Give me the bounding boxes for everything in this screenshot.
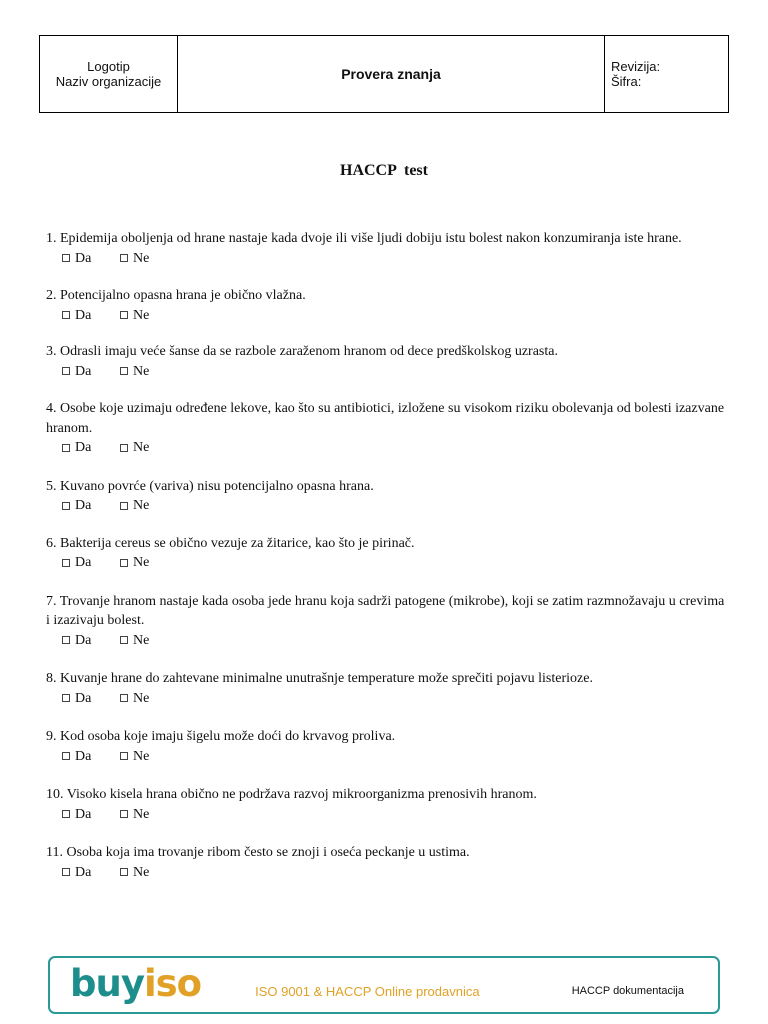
answer-label: Da xyxy=(75,440,92,455)
question-text: 7. Trovanje hranom nastaje kada osoba jede hranu koja sadrži patogene (mikrobe), koji se zatim razmnožavaju u crevima i izazivaju bolest. xyxy=(46,593,725,628)
answer-option-da[interactable] xyxy=(62,553,120,573)
answer-option-ne[interactable] xyxy=(120,805,178,825)
footer-doc-label: HACCP dokumentacija xyxy=(571,985,684,997)
answer-option-ne[interactable] xyxy=(120,863,178,883)
checkbox-ne[interactable] xyxy=(120,311,128,319)
answer-option-ne[interactable] xyxy=(120,689,178,709)
answer-option-da[interactable] xyxy=(62,496,120,516)
question-item xyxy=(46,286,726,325)
question-text: 1. Epidemija oboljenja od hrane nastaje kada dvoje ili više ljudi dobiju istu bolest nakon konzumiranja iste hrane. xyxy=(46,231,682,246)
question-text: 5. Kuvano povrće (variva) nisu potencijalno opasna hrana. xyxy=(46,478,374,494)
answer-option-da[interactable] xyxy=(62,631,120,651)
answer-option-ne[interactable] xyxy=(120,747,178,767)
answer-options xyxy=(62,631,726,651)
checkbox-da[interactable] xyxy=(62,444,70,452)
checkbox-ne[interactable] xyxy=(120,502,128,510)
answer-label: Ne xyxy=(133,498,150,513)
buyiso-logo xyxy=(70,962,201,1005)
answer-label: Ne xyxy=(133,632,150,648)
answer-option-da[interactable] xyxy=(62,747,120,767)
footer-tagline: ISO 9001 & HACCP Online prodavnica xyxy=(255,983,480,999)
answer-options xyxy=(62,805,726,825)
question-item xyxy=(46,399,726,458)
header-title-cell xyxy=(178,36,605,112)
answer-options xyxy=(62,438,726,458)
answer-option-da[interactable] xyxy=(62,689,120,709)
answer-label: Ne xyxy=(133,864,150,880)
answer-options xyxy=(62,306,726,326)
answer-option-ne[interactable] xyxy=(120,362,178,382)
answer-option-da[interactable] xyxy=(62,306,120,326)
question-text: 10. Visoko kisela hrana obično ne podržava razvoj mikroorganizma prenosivih hranom. xyxy=(46,787,537,802)
checkbox-ne[interactable] xyxy=(120,367,128,375)
answer-options xyxy=(62,496,726,516)
footer-banner xyxy=(48,956,720,1014)
answer-option-ne[interactable] xyxy=(120,306,178,326)
checkbox-da[interactable] xyxy=(62,868,70,876)
answer-label: Ne xyxy=(133,440,150,455)
answer-options xyxy=(62,689,726,709)
question-text: 11. Osoba koja ima trovanje ribom često se znoji i oseća peckanje u ustima. xyxy=(46,845,470,860)
question-item xyxy=(46,843,726,882)
document-header-table xyxy=(39,35,729,113)
checkbox-da[interactable] xyxy=(62,636,70,644)
answer-option-da[interactable] xyxy=(62,438,120,458)
answer-label: Da xyxy=(75,250,92,266)
header-logo-cell xyxy=(40,36,178,112)
code-label: Šifra: xyxy=(611,74,642,89)
logo-placeholder-label: Logotip xyxy=(87,59,130,74)
answer-option-da[interactable] xyxy=(62,249,120,269)
answer-label: Da xyxy=(75,690,92,706)
answer-label: Da xyxy=(75,363,92,379)
checkbox-ne[interactable] xyxy=(120,636,128,644)
answer-label: Da xyxy=(75,307,92,323)
checkbox-da[interactable] xyxy=(62,810,70,818)
question-text: 2. Potencijalno opasna hrana je obično vlažna. xyxy=(46,288,306,303)
checkbox-da[interactable] xyxy=(62,311,70,319)
question-item xyxy=(46,669,726,708)
document-title: Provera znanja xyxy=(341,66,441,82)
logo-part-iso: iso xyxy=(143,961,202,1005)
question-text: 3. Odrasli imaju veće šanse da se razbole zaraženom hranom od dece predškolskog uzrasta. xyxy=(46,344,558,359)
answer-label: Da xyxy=(75,632,92,648)
page-title: HACCP test xyxy=(340,162,428,179)
checkbox-da[interactable] xyxy=(62,752,70,760)
question-item xyxy=(46,727,726,766)
answer-options xyxy=(62,747,726,767)
answer-option-da[interactable] xyxy=(62,863,120,883)
checkbox-ne[interactable] xyxy=(120,810,128,818)
checkbox-da[interactable] xyxy=(62,694,70,702)
question-item xyxy=(46,592,726,651)
question-item xyxy=(46,229,726,268)
question-list xyxy=(46,229,726,882)
checkbox-ne[interactable] xyxy=(120,868,128,876)
header-meta-cell xyxy=(605,36,728,112)
checkbox-da[interactable] xyxy=(62,367,70,375)
question-text: 8. Kuvanje hrane do zahtevane minimalne unutrašnje temperature može sprečiti pojavu listerioze. xyxy=(46,671,593,686)
checkbox-ne[interactable] xyxy=(120,694,128,702)
checkbox-ne[interactable] xyxy=(120,444,128,452)
question-item xyxy=(46,342,726,381)
answer-label: Da xyxy=(75,748,92,764)
checkbox-da[interactable] xyxy=(62,559,70,567)
answer-options xyxy=(62,863,726,883)
answer-label: Da xyxy=(75,555,92,570)
answer-option-da[interactable] xyxy=(62,362,120,382)
checkbox-ne[interactable] xyxy=(120,752,128,760)
checkbox-ne[interactable] xyxy=(120,559,128,567)
answer-option-ne[interactable] xyxy=(120,438,178,458)
answer-option-ne[interactable] xyxy=(120,553,178,573)
question-item xyxy=(46,534,726,573)
answer-label: Ne xyxy=(133,690,150,706)
checkbox-ne[interactable] xyxy=(120,254,128,262)
question-item xyxy=(46,785,726,824)
answer-label: Da xyxy=(75,806,92,822)
answer-label: Ne xyxy=(133,307,150,323)
answer-options xyxy=(62,553,726,573)
answer-label: Ne xyxy=(133,748,150,764)
answer-option-da[interactable] xyxy=(62,805,120,825)
answer-option-ne[interactable] xyxy=(120,249,178,269)
question-text: 6. Bakterija cereus se obično vezuje za žitarice, kao što je pirinač. xyxy=(46,535,415,551)
answer-label: Da xyxy=(75,864,92,880)
checkbox-da[interactable] xyxy=(62,254,70,262)
answer-label: Ne xyxy=(133,363,150,379)
logo-part-buy: buy xyxy=(70,961,144,1005)
answer-label: Ne xyxy=(133,555,150,570)
question-item xyxy=(46,477,726,516)
organization-name-label: Naziv organizacije xyxy=(55,74,162,89)
question-text: 4. Osobe koje uzimaju određene lekove, kao što su antibiotici, izložene su visokom riziku obolevanja od bolesti izazvane hranom. xyxy=(46,401,725,436)
answer-option-ne[interactable] xyxy=(120,631,178,651)
answer-options xyxy=(62,249,726,269)
answer-option-ne[interactable] xyxy=(120,496,178,516)
answer-label: Da xyxy=(75,498,92,513)
answer-label: Ne xyxy=(133,806,150,822)
answer-options xyxy=(62,362,726,382)
answer-label: Ne xyxy=(133,250,150,266)
revision-label: Revizija: xyxy=(611,59,661,74)
question-text: 9. Kod osoba koje imaju šigelu može doći do krvavog proliva. xyxy=(46,729,396,744)
checkbox-da[interactable] xyxy=(62,502,70,510)
